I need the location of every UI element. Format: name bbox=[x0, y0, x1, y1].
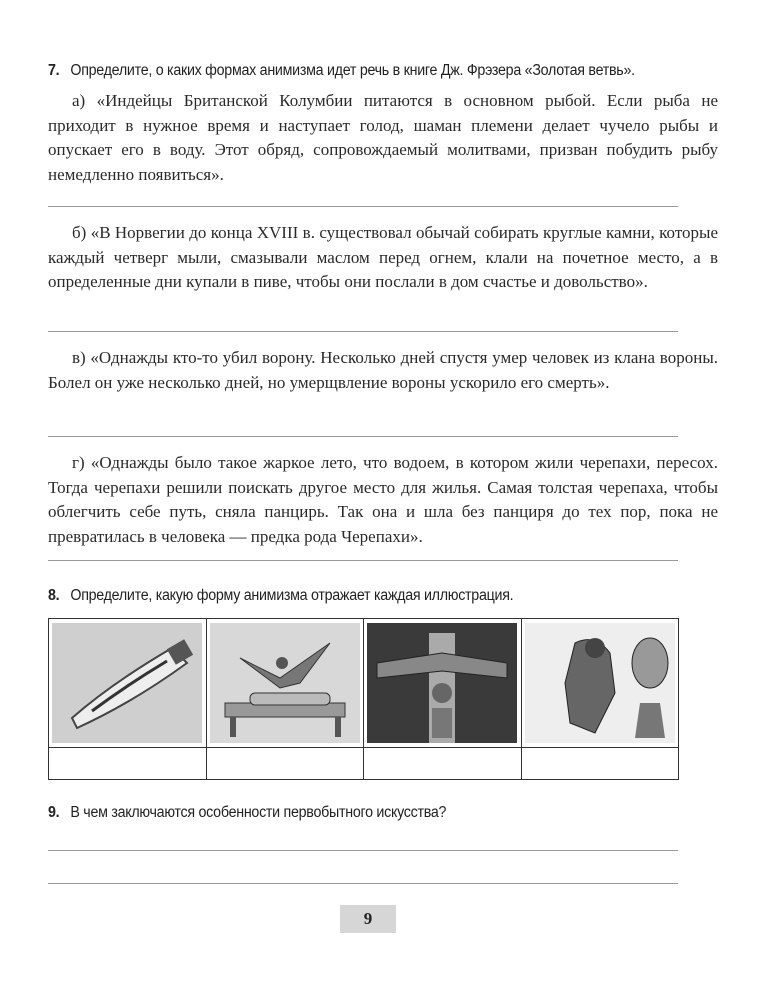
answer-cell[interactable] bbox=[364, 748, 522, 780]
passage-a: а) «Индейцы Британской Колумбии питаются в основном рыбой. Если рыба не приходит в нужное время и наступает голод, шаман племени делает чучело рыбы и опускает его в воду. Этот обряд, сопровождаемый молитвами, призван побудить рыбу немедленно появиться». bbox=[48, 91, 718, 184]
illustration-cell bbox=[49, 619, 207, 748]
shaman-dance-image bbox=[525, 623, 675, 743]
egyptian-ba-image bbox=[210, 623, 360, 743]
answer-line[interactable] bbox=[48, 560, 678, 561]
page-number: 9 bbox=[340, 905, 396, 933]
passage-v: в) «Однажды кто-то убил ворону. Несколько дней спустя умер человек из клана вороны. Болел он уже несколько дней, но умерщвление вороны ускорило его смерть». bbox=[48, 348, 718, 392]
answer-line[interactable] bbox=[48, 883, 678, 884]
illustration-cell bbox=[521, 619, 679, 748]
passage-g: г) «Однажды было такое жаркое лето, что водоем, в котором жили черепахи, пересох. Тогда черепахи решили поискать другое место для жилья. Самая толстая черепаха, чтобы облегчить себе путь, сняла панцирь. Так она и шла без панциря до тех пор, пока не превратилась в человека — предка рода Черепахи». bbox=[48, 453, 718, 546]
answer-cell[interactable] bbox=[206, 748, 364, 780]
question-text: Определите, о каких формах анимизма идет речь в книге Дж. Фрэзера «Золотая ветвь». bbox=[70, 62, 635, 79]
answer-line[interactable] bbox=[48, 850, 678, 851]
illustration-cell bbox=[364, 619, 522, 748]
totem-pole-image bbox=[367, 623, 517, 743]
carved-tooth-image bbox=[52, 623, 202, 743]
question-text: В чем заключаются особенности первобытного искусства? bbox=[70, 804, 447, 821]
question-number: 9. bbox=[48, 804, 60, 821]
question-text: Определите, какую форму анимизма отражает каждая иллюстрация. bbox=[70, 587, 514, 604]
answer-line[interactable] bbox=[48, 206, 678, 207]
question-9 bbox=[48, 804, 446, 822]
question-8 bbox=[48, 587, 513, 605]
answer-line[interactable] bbox=[48, 436, 678, 437]
question-number: 7. bbox=[48, 62, 60, 79]
passage-b: б) «В Норвегии до конца XVIII в. существовал обычай собирать круглые камни, которые каждый четверг мыли, смазывали маслом перед огнем, клали на почетное место, а в определенные дни купали в пиве, чтобы они послали в дом счастье и довольство». bbox=[48, 223, 718, 291]
illustration-table bbox=[48, 618, 679, 780]
question-7 bbox=[48, 62, 635, 80]
question-number: 8. bbox=[48, 587, 60, 604]
answer-cell[interactable] bbox=[49, 748, 207, 780]
answer-line[interactable] bbox=[48, 331, 678, 332]
illustration-cell bbox=[206, 619, 364, 748]
answer-cell[interactable] bbox=[521, 748, 679, 780]
